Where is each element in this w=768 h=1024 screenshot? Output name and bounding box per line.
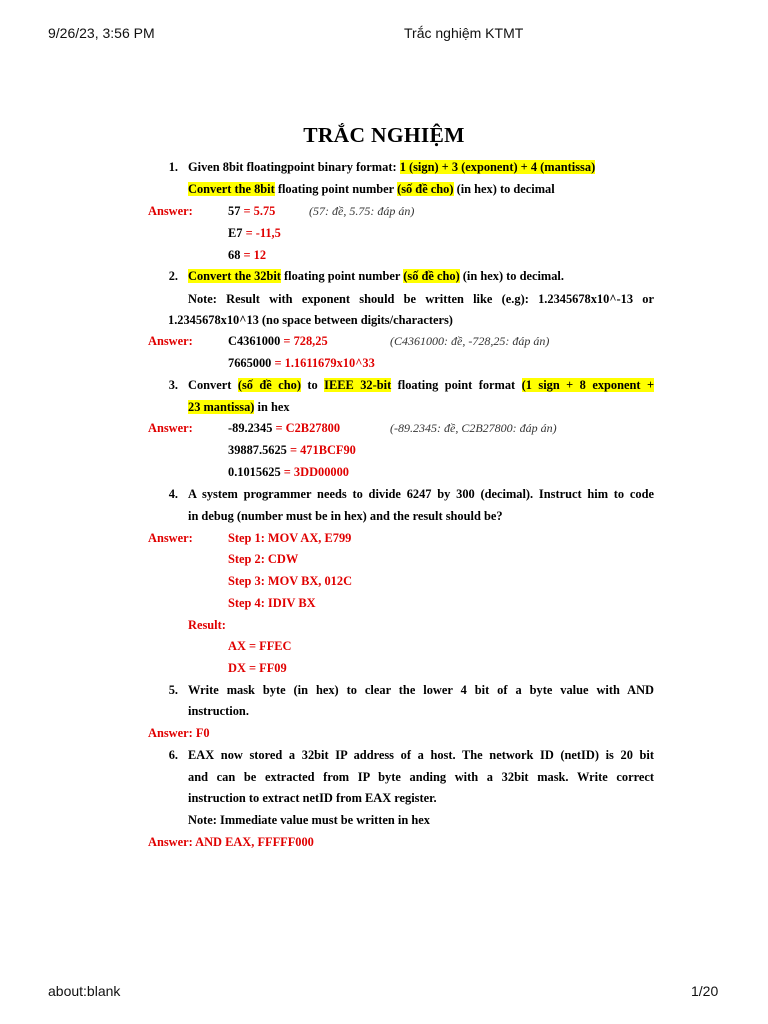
question-text: instruction. (188, 704, 249, 718)
result-line: DX = FF09 (228, 661, 287, 675)
answer-line: C4361000 = 728,25 (228, 334, 328, 348)
step-line: Step 2: CDW (228, 552, 299, 566)
page-title: TRẮC NGHIỆM (303, 123, 465, 147)
print-datetime: 9/26/23, 3:56 PM (48, 25, 155, 41)
answer-note: (57: đề, 5.75: đáp án) (309, 204, 415, 218)
answer-label: Answer: (148, 334, 193, 348)
question-number: 6. (168, 748, 178, 762)
result-line: AX = FFEC (228, 639, 292, 653)
answer-label: Answer: (148, 531, 193, 545)
answer-line: 68 = 12 (228, 248, 267, 262)
step-line: Step 1: MOV AX, E799 (228, 531, 352, 545)
answer-label: Answer: (148, 421, 193, 435)
question-text: instruction to extract netID from EAX register. (188, 791, 437, 805)
question-text: EAX now stored a 32bit IP address of a host. The network ID (netID) is 20 bit (188, 748, 654, 762)
answer-line: 7665000 = 1.1611679x10^33 (228, 356, 375, 370)
question-text: A system programmer needs to divide 6247 by 300 (decimal). Instruct him to code (188, 487, 654, 501)
page-number: 1/20 (691, 983, 719, 999)
question-text: Write mask byte (in hex) to clear the lower 4 bit of a byte value with AND (188, 683, 654, 697)
result-label: Result: (188, 618, 226, 632)
answer-note: (C4361000: đề, -728,25: đáp án) (390, 334, 550, 348)
answer-line: 39887.5625 = 471BCF90 (228, 443, 356, 457)
step-line: Step 4: IDIV BX (228, 596, 316, 610)
question-note: Note: Result with exponent should be written like (e.g): 1.2345678x10^-13 or (188, 292, 654, 306)
question-number: 4. (168, 487, 178, 501)
answer-note: (-89.2345: đề, C2B27800: đáp án) (390, 421, 557, 435)
question-note: Note: Immediate value must be written in hex (188, 813, 430, 827)
answer-line: E7 = -11,5 (228, 226, 281, 240)
question-text: in debug (number must be in hex) and the result should be? (188, 509, 503, 523)
question-text: and can be extracted from IP byte anding with a 32bit mask. Write correct (188, 770, 654, 784)
print-url: about:blank (48, 983, 121, 999)
answer-label: Answer: (148, 204, 193, 218)
print-title: Trắc nghiệm KTMT (404, 25, 524, 41)
answer-line: 57 = 5.75 (228, 204, 276, 218)
answer-line: Answer: AND EAX, FFFFF000 (148, 835, 314, 849)
step-line: Step 3: MOV BX, 012C (228, 574, 353, 588)
question-number: 1. (168, 160, 178, 174)
question-number: 5. (168, 683, 178, 697)
question-text: Convert the 8bit floating point number (số đề cho) (in hex) to decimal (188, 182, 555, 196)
answer-line: -89.2345 = C2B27800 (228, 421, 341, 435)
question-number: 2. (168, 269, 178, 283)
question-note: 1.2345678x10^13 (no space between digits/characters) (168, 313, 453, 327)
question-number: 3. (168, 378, 178, 392)
question-text: Convert the 32bit floating point number (số đề cho) (in hex) to decimal. (188, 269, 564, 283)
answer-line: 0.1015625 = 3DD00000 (228, 465, 349, 479)
question-text: Convert (số đề cho) to IEEE 32-bit floating point format (1 sign + 8 exponent + (188, 378, 655, 392)
answer-line: Answer: F0 (148, 726, 210, 740)
question-text: 23 mantissa) in hex (188, 400, 290, 414)
question-text: Given 8bit floatingpoint binary format: 1 (sign) + 3 (exponent) + 4 (mantissa) (188, 160, 596, 174)
